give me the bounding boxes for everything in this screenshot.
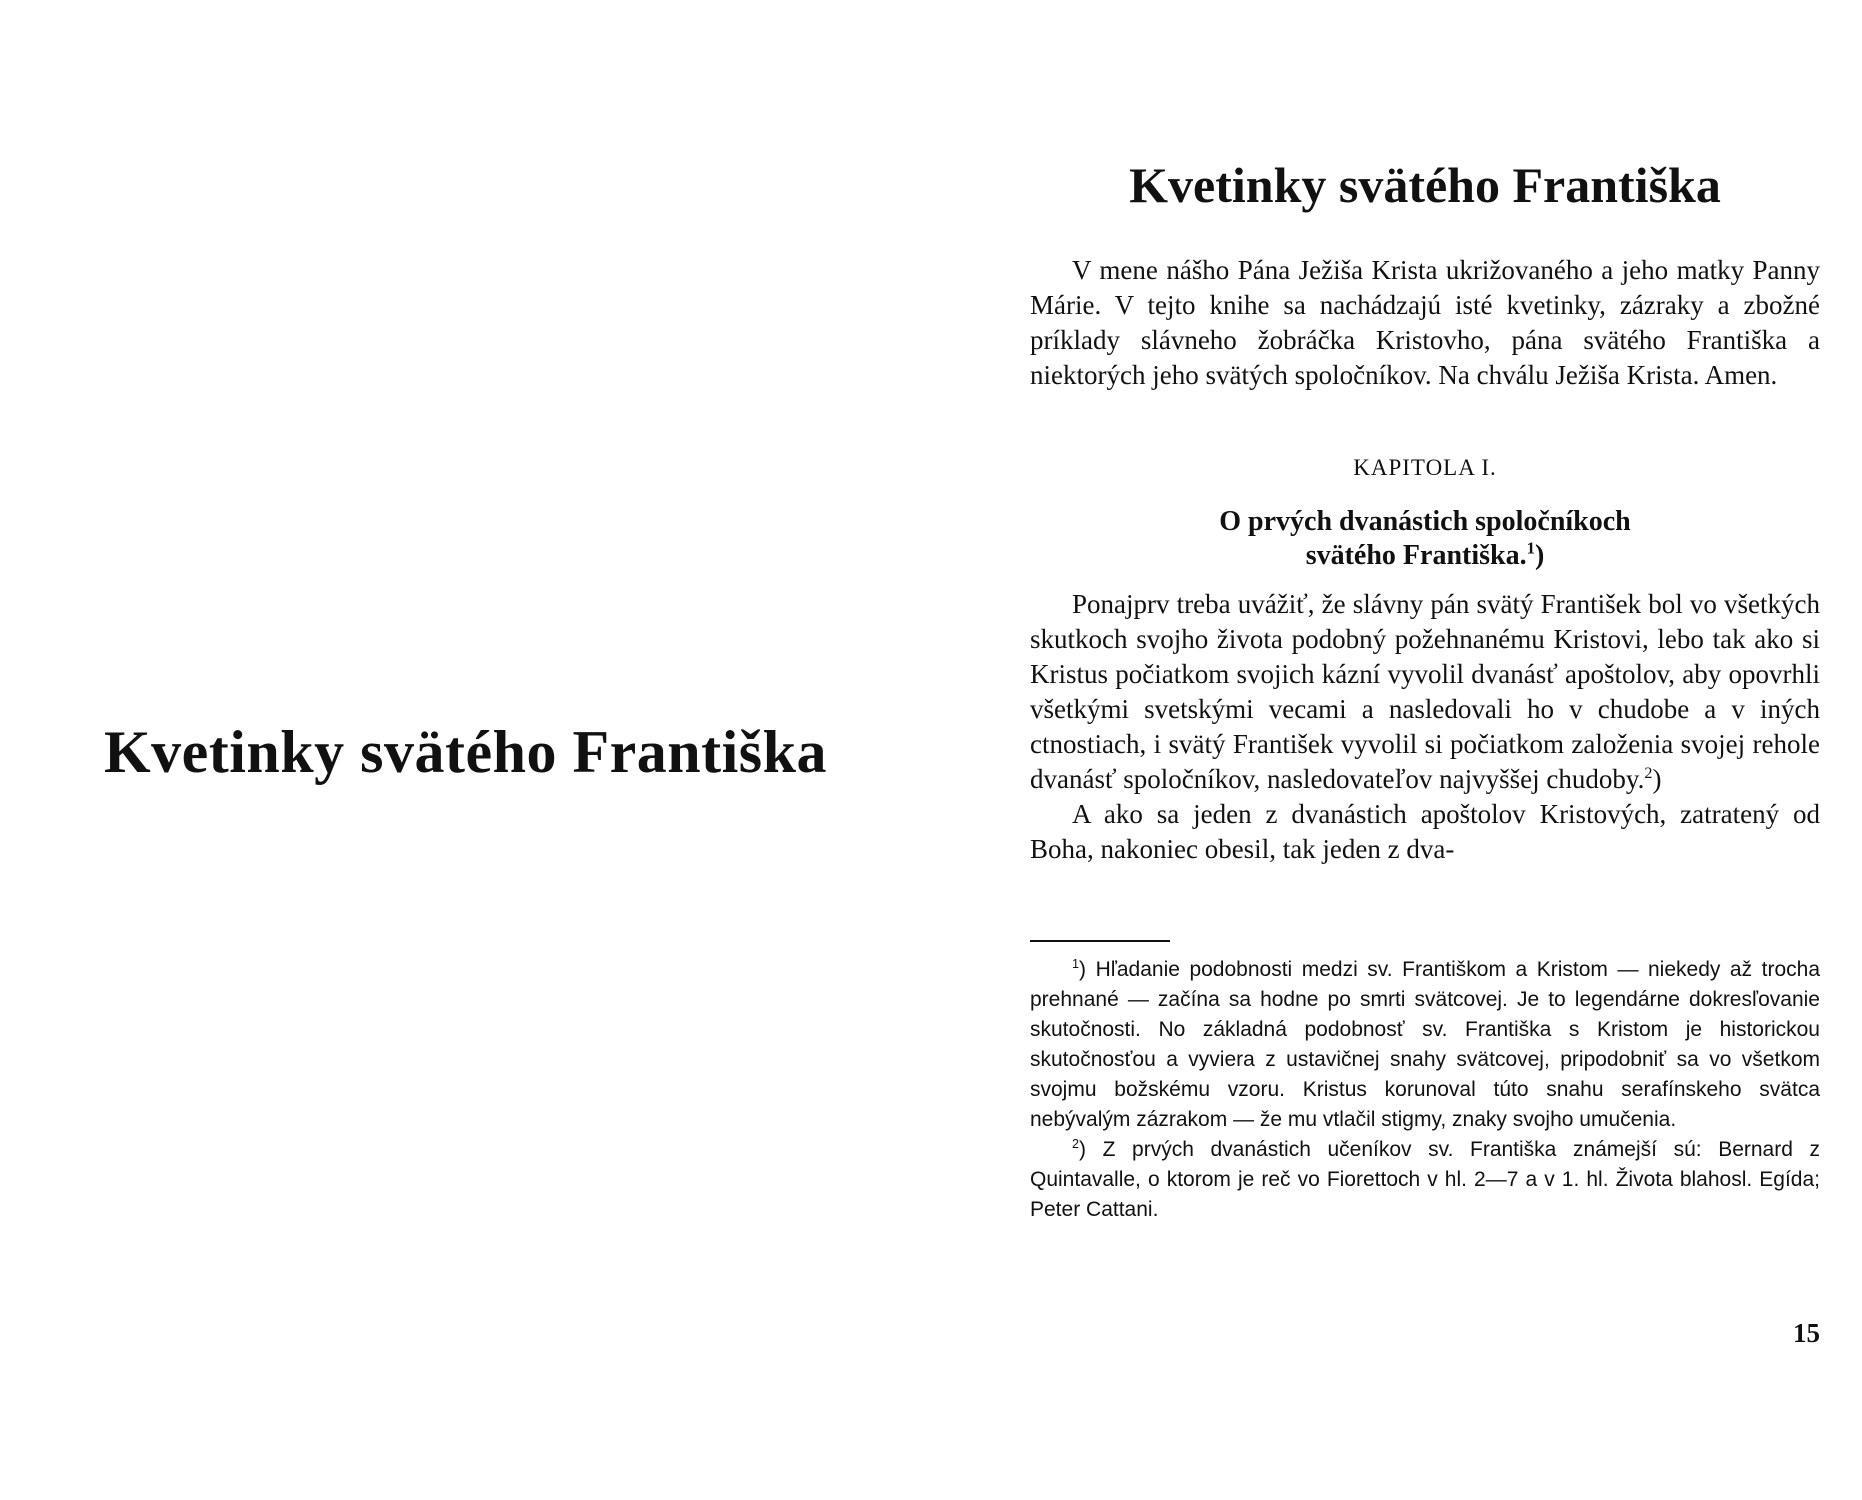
page-title: Kvetinky svätého Františka [1129,157,1721,213]
footnote-2: $^2$) Z prvých dvanástich učeníkov sv. Františka známejší sú: Bernard z Quintavalle, o ktorom je reč vo Fiorettoch v hl. 2—7 a v 1. hl. Života blahosl. Egída; Peter Cattani. [1030,1137,1820,1221]
body-paragraph-2: A ako sa jeden z dvanástich apoštolov Kristových, zatratený od Boha, nakoniec obesil, tak jeden z dva- [1030,799,1820,864]
footnote-1-marker: 1 [1072,957,1080,971]
right-page [1030,0,1820,1500]
footnote-ref-2: 2 [1644,764,1653,782]
chapter-title: O prvých dvanástich spoločníkoch svätého Františka.$^1$) [1219,506,1631,571]
footnote-2-text: Z prvých dvanástich učeníkov sv. Františka známejší sú: Bernard z Quintavalle, o ktorom je reč vo Fiorettoch v hl. 2—7 a v 1. hl. Života blahosl. Egída; Peter Cattani. [1030,1138,1820,1221]
chapter-body [1030,587,1820,867]
body-paragraph-1-text: Ponajprv treba uvážiť, že slávny pán svätý František bol vo všetkých skutkoch svojho života podobný požehnanému Kristovi, lebo tak ako si Kristus počiatkom svojich kázní vyvolil dvanásť apoštolov, aby opovrhli všetkými svetskými vecami a nasledovali ho v chudobe a v iných ctnostiach, i svätý František vyvolil si počiatkom založenia svojej rehole dvanásť spoločníkov, nasledovateľov najvyššej chudoby. [1030,589,1820,794]
footnote-1-text: Hľadanie podobnosti medzi sv. Františkom a Kristom — niekedy až trocha prehnané — začína sa hodne po smrti svätcovej. Je to legendárne dokresľovanie skutočnosti. No základná podobnosť sv. Františka s Kristom je historickou skutočnosťou a vyviera z ustavičnej snahy svätcovej, pripodobniť sa vo všetkom svojmu božskému vzoru. Kristus korunoval túto snahu serafínskeho svätca nebývalým zázrakom — že mu vtlačil stigmy, znaky svojho umučenia. [1030,958,1821,1131]
intro-paragraph: V mene nášho Pána Ježiša Krista ukrižovaného a jeho matky Panny Márie. V tejto knihe sa nachádzajú isté kvetinky, zázraky a zbožné príklady slávneho žobráčka Kristovho, pána svätého Františka a niektorých jeho svätých spoločníkov. Na chválu Ježiša Krista. Amen. [1030,255,1820,390]
footnote-divider [1030,940,1170,942]
chapter-title-line1: O prvých dvanástich spoločníkoch [1219,506,1631,537]
footnotes [1030,955,1820,1225]
chapter-label: KAPITOLA I. [1353,455,1497,480]
body-paragraph-1: Ponajprv treba uvážiť, že slávny pán svätý František bol vo všetkých skutkoch svojho života podobný požehnanému Kristovi, lebo tak ako si Kristus počiatkom svojich kázní vyvolil dvanásť apoštolov, aby opovrhli všetkými svetskými vecami a nasledovali ho v chudobe a v iných ctnostiach, i svätý František vyvolil si počiatkom založenia svojej rehole dvanásť spoločníkov, nasledovateľov najvyššej chudoby.$^2$) [1030,589,1820,794]
footnote-ref-1: 1 [1526,538,1535,558]
footnote-2-marker: 2 [1072,1137,1080,1151]
footnote-1: $^1$) Hľadanie podobnosti medzi sv. Františkom a Kristom — niekedy až trocha prehnané — začína sa hodne po smrti svätcovej. Je to legendárne dokresľovanie skutočnosti. No základná podobnosť sv. Františka s Kristom je historickou skutočnosťou a vyviera z ustavičnej snahy svätcovej, pripodobniť sa vo všetkom svojmu božskému vzoru. Kristus korunoval túto snahu serafínskeho svätca nebývalým zázrakom — že mu vtlačil stigmy, znaky svojho umučenia. [1030,957,1821,1131]
half-title: Kvetinky svätého Františka [103,719,828,785]
page-number: 15 [1793,1318,1820,1348]
chapter-title-line2: svätého Františka. [1305,540,1527,571]
